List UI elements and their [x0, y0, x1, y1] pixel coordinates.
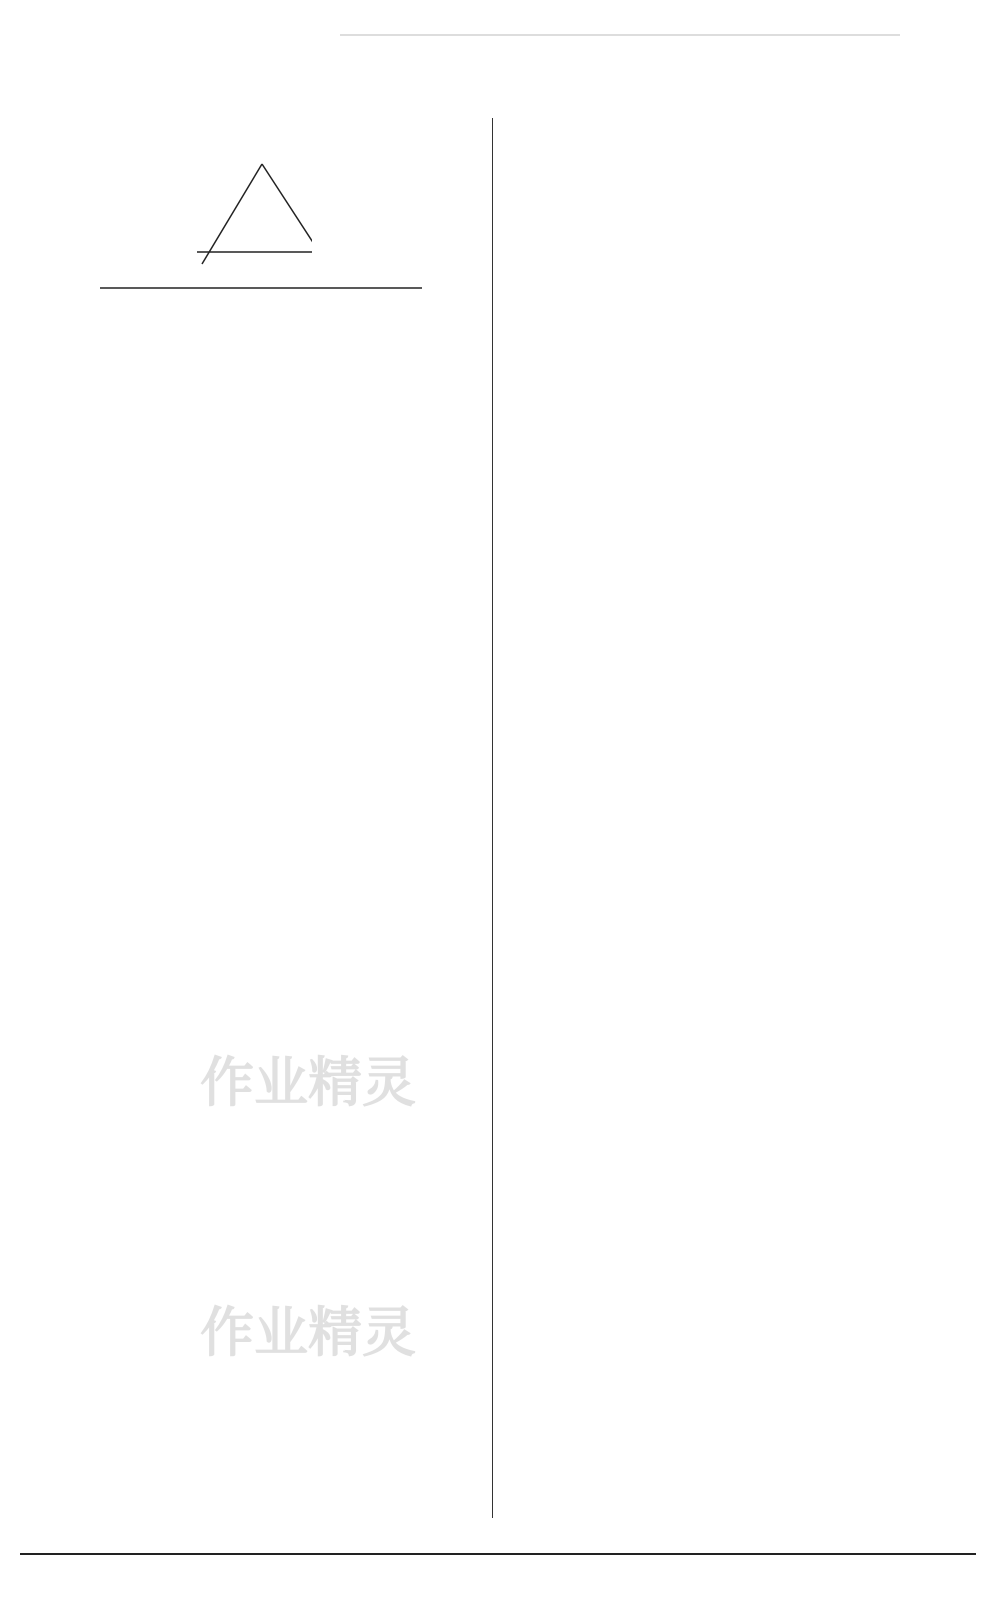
section-quanguo — [503, 270, 983, 294]
segment-figure — [503, 300, 973, 360]
column-divider — [492, 118, 493, 1518]
watermark-1: 作业精灵 — [200, 1051, 416, 1114]
section-jujiao — [12, 124, 482, 148]
top-rule — [340, 34, 900, 36]
triangle-figure — [12, 154, 312, 274]
bottom-rule — [20, 1553, 976, 1555]
right-column — [503, 118, 983, 366]
pentagon-figures — [503, 124, 973, 264]
watermark-2: 作业精灵 — [200, 1301, 416, 1364]
line-figure — [12, 280, 452, 316]
left-column — [12, 118, 482, 322]
